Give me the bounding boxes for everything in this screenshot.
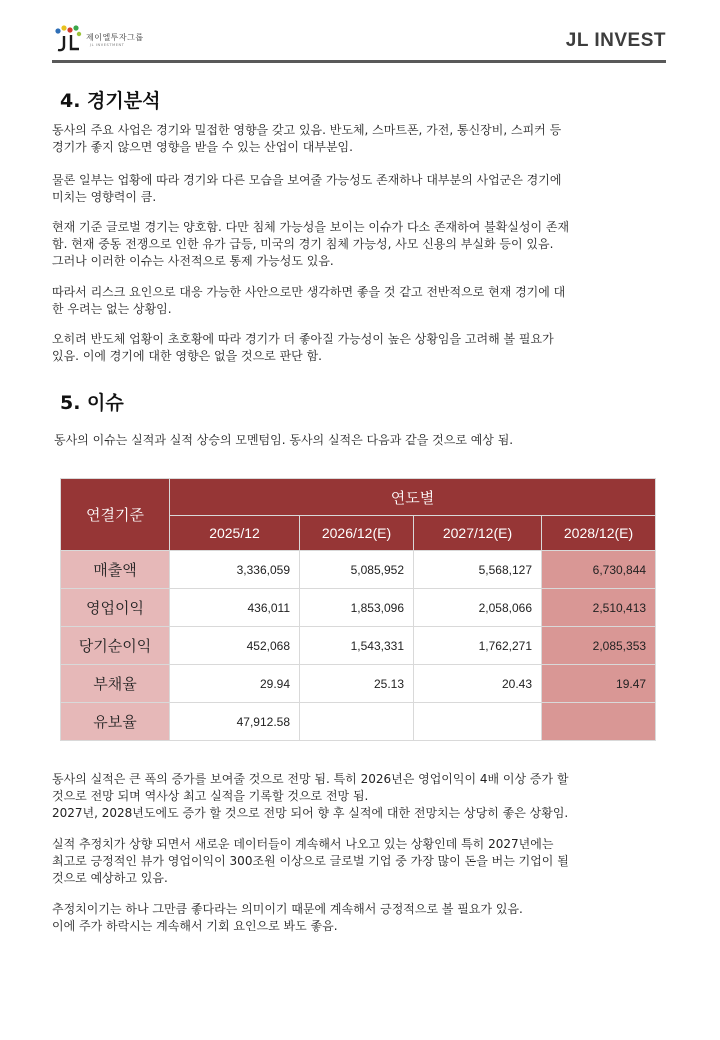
- table-cell: 452,068: [170, 627, 300, 665]
- table-cell: 2,510,413: [542, 589, 656, 627]
- paragraph-line: 동사의 이슈는 실적과 실적 상승의 모멘텀임. 동사의 실적은 다음과 같을 것으로 예상 됨.: [54, 433, 514, 447]
- section-5-paragraph-2: [52, 836, 648, 887]
- table-cell: [542, 703, 656, 741]
- paragraph-line: 이에 주가 하락시는 계속해서 기회 요인으로 봐도 좋음.: [52, 919, 338, 933]
- brand-title: JL INVEST: [565, 30, 666, 51]
- table-row: [61, 703, 656, 741]
- table-cell: 1,853,096: [300, 589, 414, 627]
- table-cell: 436,011: [170, 589, 300, 627]
- paragraph-line: 추정치이기는 하나 그만큼 좋다라는 의미이기 때문에 계속해서 긍정적으로 볼 필요가 있음.: [52, 902, 523, 916]
- financial-table: [60, 478, 656, 741]
- paragraph-line: 함. 현재 중동 전쟁으로 인한 유가 급등, 미국의 경기 침체 가능성, 사모 신용의 부실화 등이 있음.: [52, 237, 554, 251]
- table-cell: 2,085,353: [542, 627, 656, 665]
- table-year-header: 2028/12(E): [542, 516, 656, 551]
- paragraph-line: 2027년, 2028년도에도 증가 할 것으로 전망 되어 향 후 실적에 대한 전망치는 상당히 좋은 상황임.: [52, 806, 569, 820]
- section-4-title: 4. 경기분석: [60, 90, 161, 112]
- table-cell: 25.13: [300, 665, 414, 703]
- table-year-header: 2027/12(E): [414, 516, 542, 551]
- row-label: 영업이익: [61, 589, 170, 627]
- row-label: 매출액: [61, 551, 170, 589]
- paragraph-line: 것으로 전망 되며 역사상 최고 실적을 기록할 것으로 전망 됨.: [52, 789, 369, 803]
- paragraph-line: 동사의 실적은 큰 폭의 증가를 보여줄 것으로 전망 됨. 특히 2026년은 영업이익이 4배 이상 증가 할: [52, 772, 569, 786]
- table-group-header: 연도별: [170, 479, 656, 516]
- paragraph-line: 따라서 리스크 요인으로 대응 가능한 사안으로만 생각하면 좋을 것 같고 전반적으로 현재 경기에 대: [52, 285, 566, 299]
- table-cell: [300, 703, 414, 741]
- table-cell: 3,336,059: [170, 551, 300, 589]
- section-4-paragraph-3: [52, 219, 648, 270]
- section-4-paragraph-1: [52, 122, 648, 156]
- header-divider: [52, 60, 666, 63]
- page-header: [52, 22, 666, 62]
- paragraph-line: 오히려 반도체 업황이 초호황에 따라 경기가 더 좋아질 가능성이 높은 상황임을 고려해 볼 필요가: [52, 332, 554, 346]
- table-cell: 19.47: [542, 665, 656, 703]
- section-4-paragraph-2: [52, 172, 648, 206]
- section-4-paragraph-4: [52, 284, 648, 318]
- paragraph-line: 한 우려는 없는 상황임.: [52, 302, 172, 316]
- table-cell: 1,543,331: [300, 627, 414, 665]
- table-cell: 5,085,952: [300, 551, 414, 589]
- paragraph-line: 현재 기준 글로벌 경기는 양호함. 다만 침체 가능성을 보이는 이슈가 다소 존재하여 불확실성이 존재: [52, 220, 570, 234]
- paragraph-line: 것으로 예상하고 있음.: [52, 871, 168, 885]
- paragraph-line: 있음. 이에 경기에 대한 영향은 없을 것으로 판단 함.: [52, 349, 322, 363]
- row-label: 부채율: [61, 665, 170, 703]
- table-cell: 1,762,271: [414, 627, 542, 665]
- paragraph-line: 경기가 좋지 않으면 영향을 받을 수 있는 산업이 대부분임.: [52, 140, 353, 154]
- table-cell: 2,058,066: [414, 589, 542, 627]
- paragraph-line: 물론 일부는 업황에 따라 경기와 다른 모습을 보여줄 가능성도 존재하나 대부분의 사업군은 경기에: [52, 173, 562, 187]
- table-cell: 47,912.58: [170, 703, 300, 741]
- row-label: 유보율: [61, 703, 170, 741]
- table-cell: 20.43: [414, 665, 542, 703]
- table-row: [61, 551, 656, 589]
- logo-icon: [52, 24, 86, 54]
- table-cell: 29.94: [170, 665, 300, 703]
- paragraph-line: 최고로 긍정적인 뷰가 영업이익이 300조원 이상으로 글로벌 기업 중 가장 많이 돈을 버는 기업이 될: [52, 854, 569, 868]
- logo-korean-text: 제이엘투자그룹: [86, 33, 144, 42]
- table-cell: [414, 703, 542, 741]
- row-label: 당기순이익: [61, 627, 170, 665]
- table-year-header: 2026/12(E): [300, 516, 414, 551]
- section-5-title: 5. 이슈: [60, 392, 124, 414]
- table-row: [61, 665, 656, 703]
- paragraph-line: 그러나 이러한 이슈는 사전적으로 통제 가능성도 있음.: [52, 254, 334, 268]
- paragraph-line: 미치는 영향력이 큼.: [52, 190, 157, 204]
- section-5-intro: [54, 432, 650, 449]
- table-row: [61, 627, 656, 665]
- table-cell: 5,568,127: [414, 551, 542, 589]
- paragraph-line: 동사의 주요 사업은 경기와 밀접한 영향을 갖고 있음. 반도체, 스마트폰, 가전, 통신장비, 스피커 등: [52, 123, 562, 137]
- section-4-paragraph-5: [52, 331, 648, 365]
- table-year-header: 2025/12: [170, 516, 300, 551]
- table-corner-header: 연결기준: [61, 479, 170, 551]
- logo-sub-text: JL INVESTMENT: [90, 43, 125, 47]
- section-5-paragraph-1: [52, 771, 648, 822]
- table-cell: 6,730,844: [542, 551, 656, 589]
- section-5-paragraph-3: [52, 901, 648, 935]
- paragraph-line: 실적 추정치가 상향 되면서 새로운 데이터들이 계속해서 나오고 있는 상황인데 특히 2027년에는: [52, 837, 554, 851]
- table-row: [61, 589, 656, 627]
